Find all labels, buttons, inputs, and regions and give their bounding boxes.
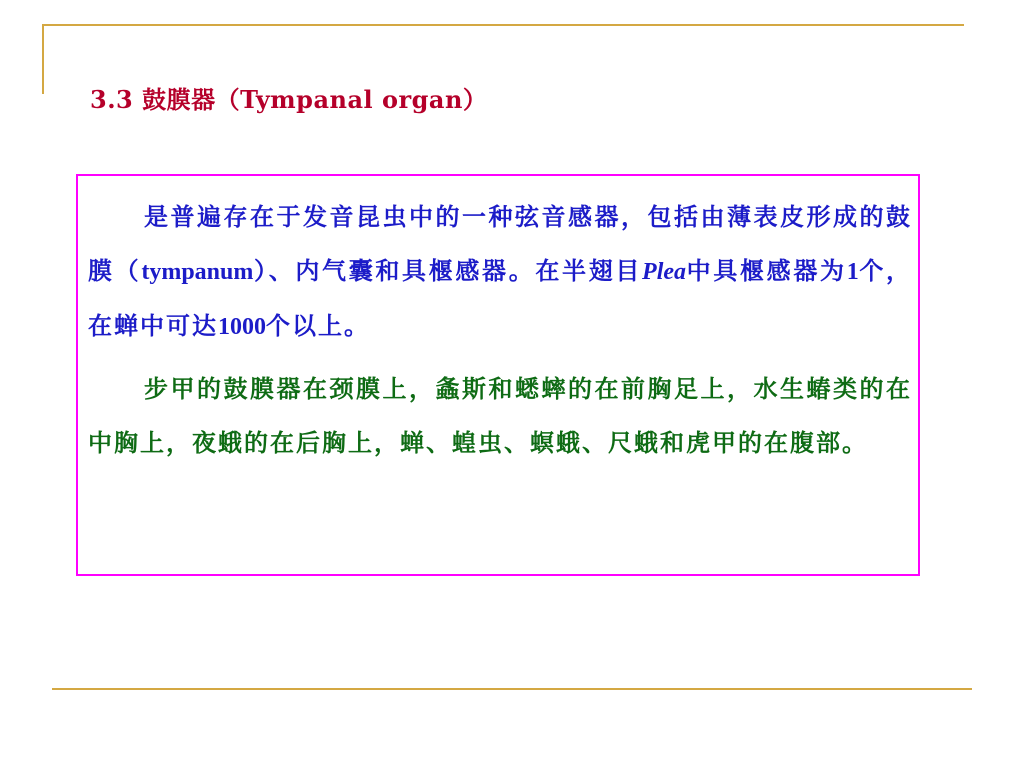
- bottom-decorative-rule: [52, 688, 972, 690]
- genus-name: Plea: [642, 259, 687, 285]
- paragraph-definition: [88, 190, 912, 354]
- paragraph-locations: 步甲的鼓膜器在颈膜上，螽斯和蟋蟀的在前胸足上，水生蝽类的在中胸上，夜蛾的在后胸上，蝉、蝗虫、螟蛾、尺蛾和虎甲的在腹部。: [88, 374, 912, 457]
- content-box: [76, 174, 920, 576]
- count-plea: 1: [846, 259, 859, 285]
- top-decorative-rule: [42, 24, 964, 26]
- count-cicada: 1000: [218, 314, 266, 340]
- p1-text-4: 个，在蝉中可达: [88, 256, 913, 340]
- p1-text-2: ）、内气囊和具椻感器。在半翅目: [253, 256, 643, 285]
- left-decorative-rule: [42, 24, 44, 94]
- p1-text-1: 是普遍存在于发音昆虫中的一种弦音感器，包括由薄表皮形成的鼓膜（: [88, 202, 912, 285]
- p1-text-5: 个以上。: [266, 311, 370, 340]
- term-tympanum: tympanum: [141, 259, 254, 285]
- p1-text-3: 中具椻感器为: [686, 256, 847, 285]
- slide-title: 3.3 鼓膜器（Tympanal organ）: [90, 85, 488, 114]
